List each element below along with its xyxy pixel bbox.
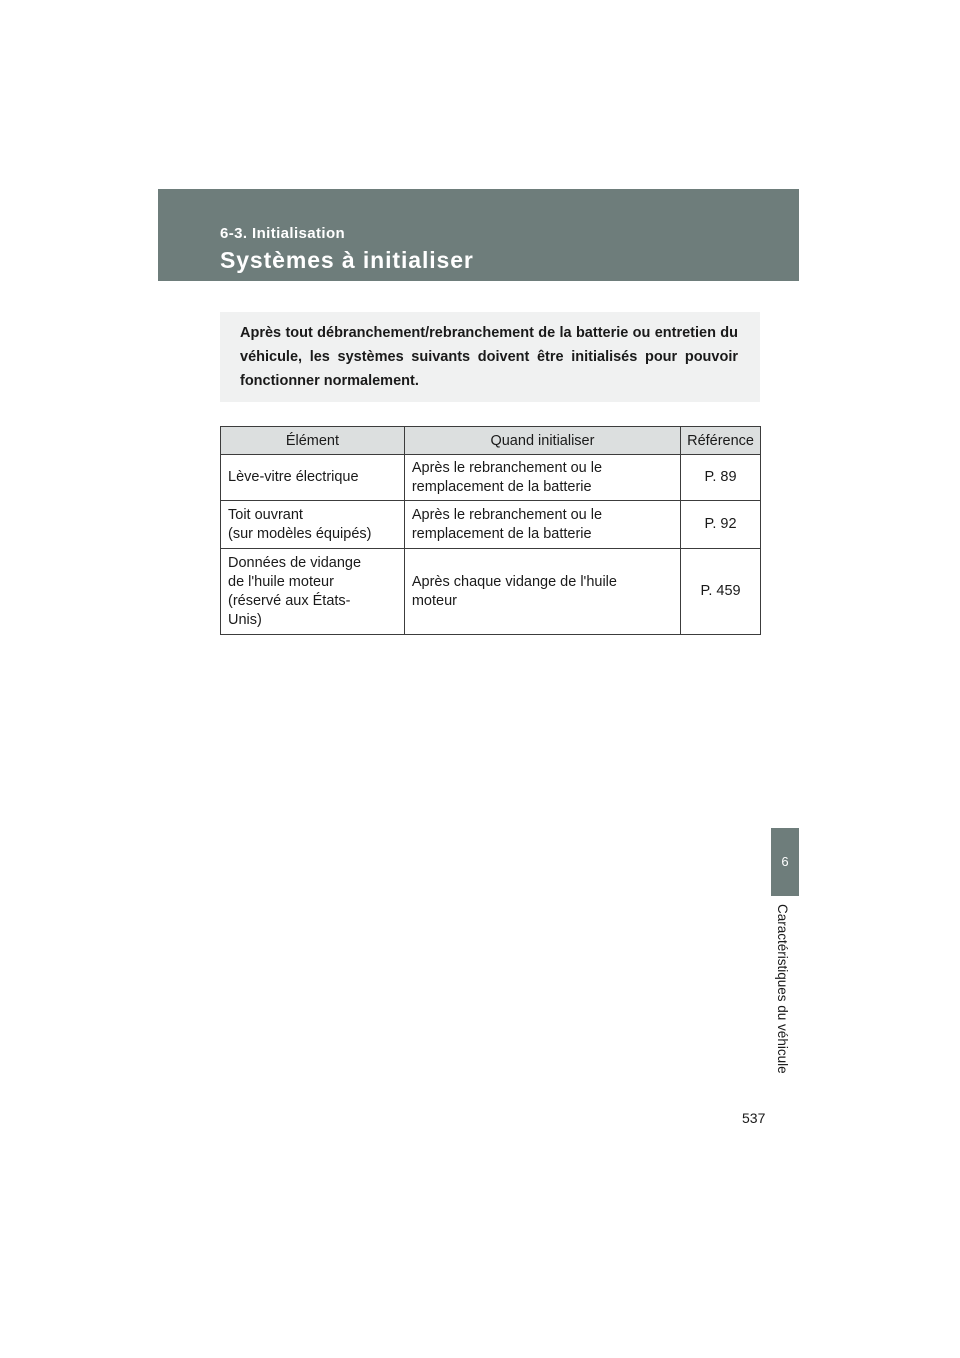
when-cell [404,501,680,549]
chapter-title-vertical: Caractéristiques du véhicule [775,904,790,1074]
header-band [158,189,799,281]
table-row [221,501,761,549]
item-line: (sur modèles équipés) [228,525,372,542]
initialization-table [220,426,761,635]
item-line: (réservé aux États- [228,592,351,609]
when-line: remplacement de la batterie [411,525,592,542]
page-number: 537 [742,1110,766,1126]
when-cell [404,455,680,501]
header-reference: Référence [681,427,761,455]
item-line: de l'huile moteur [228,573,334,590]
item-line: Données de vidange [228,554,362,571]
header-element: Élément [221,427,405,455]
when-line: remplacement de la batterie [411,478,592,495]
header-when: Quand initialiser [404,427,680,455]
page-title: Systèmes à initialiser [220,247,474,273]
when-line: Après le rebranchement ou le [411,506,603,523]
chapter-tab: 6 [771,828,799,896]
item-cell [221,455,405,501]
item-cell [221,501,405,549]
when-line: Après le rebranchement ou le [411,459,603,476]
table-header-row [221,427,761,455]
reference-cell: P. 92 [681,501,761,549]
when-line: moteur [411,592,457,609]
intro-text: Après tout débranchement/rebranchement de la batterie ou entretien du véhicule, les systèmes suivants doivent être initialisés pour pouvoir fonctionner normalement. [240,325,738,389]
intro-box [220,312,760,402]
table-row [221,455,761,501]
when-cell [404,549,680,635]
item-line: Toit ouvrant [228,506,303,523]
table-row [221,549,761,635]
when-line: Après chaque vidange de l'huile [411,573,617,590]
reference-cell: P. 459 [681,549,761,635]
item-line: Unis) [228,611,262,628]
item-cell [221,549,405,635]
item-line: Lève-vitre électrique [228,469,359,485]
reference-cell: P. 89 [681,455,761,501]
section-label: 6-3. Initialisation [220,225,346,242]
